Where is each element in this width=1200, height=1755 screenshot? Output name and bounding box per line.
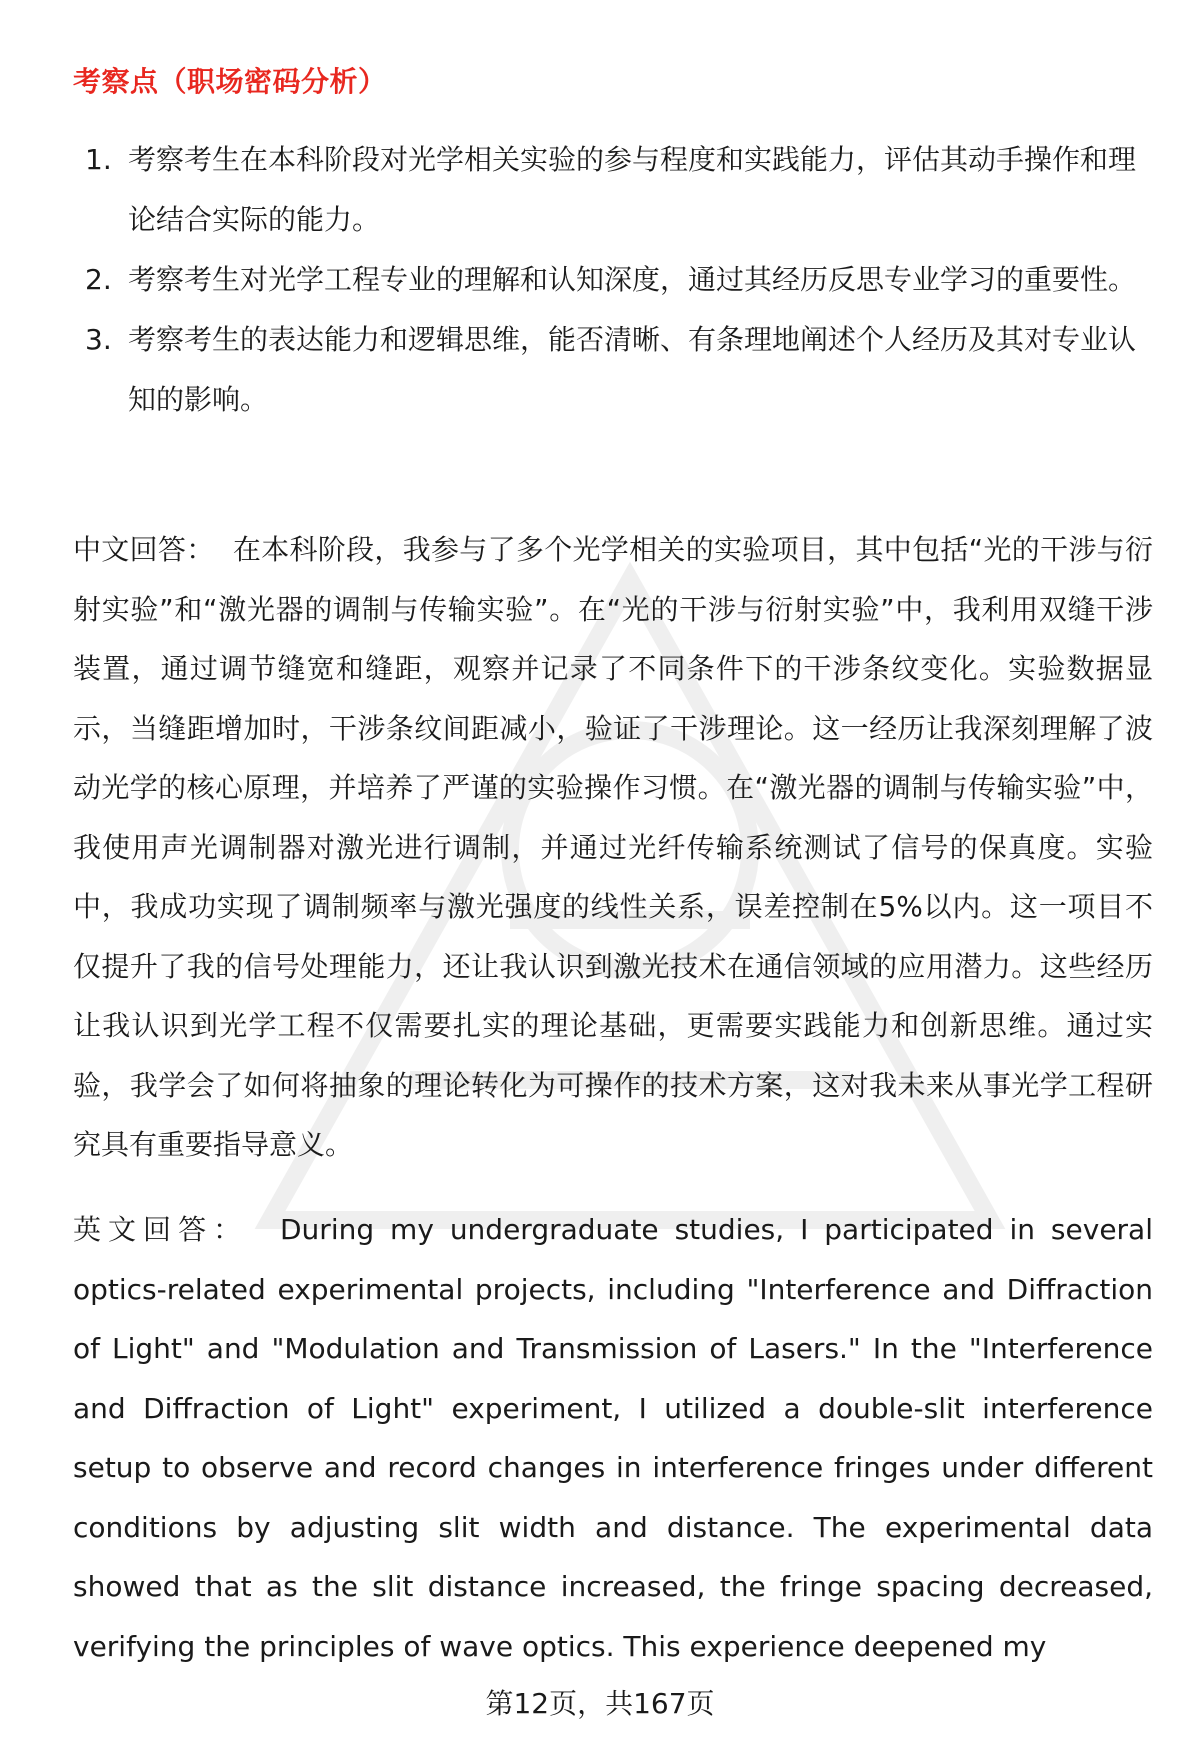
english-answer-label: 英文回答： — [73, 1213, 249, 1246]
list-item-text: 考察考生对光学工程专业的理解和认知深度，通过其经历反思专业学习的重要性。 — [128, 263, 1137, 296]
english-answer-paragraph — [73, 1200, 1153, 1676]
assessment-points-list — [73, 130, 1153, 430]
chinese-answer-label: 中文回答： — [73, 533, 215, 566]
list-item — [73, 130, 1153, 250]
list-item-text: 考察考生在本科阶段对光学相关实验的参与程度和实践能力，评估其动手操作和理论结合实际的能力。 — [128, 143, 1137, 236]
english-answer-text: During my undergraduate studies, I participated in several optics-related experimental projects, including "Interference and Diffraction of Light" and "Modulation and Transmission of Lasers." In the "Interference and Diffraction of Light" experiment, I utilized a double-slit interference setup to observe and record changes in interference fringes under different conditions by adjusting slit width and distance. The experimental data showed that as the slit distance increased, the fringe spacing decreased, verifying the principles of wave optics. This experience deepened my — [73, 1213, 1153, 1663]
list-item-number: 1. — [85, 143, 112, 176]
chinese-answer-text: 在本科阶段，我参与了多个光学相关的实验项目，其中包括“光的干涉与衍射实验”和“激光器的调制与传输实验”。在“光的干涉与衍射实验”中，我利用双缝干涉装置，通过调节缝宽和缝距，观察并记录了不同条件下的干涉条纹变化。实验数据显示，当缝距增加时，干涉条纹间距减小，验证了干涉理论。这一经历让我深刻理解了波动光学的核心原理，并培养了严谨的实验操作习惯。在“激光器的调制与传输实验”中，我使用声光调制器对激光进行调制，并通过光纤传输系统测试了信号的保真度。实验中，我成功实现了调制频率与激光强度的线性关系，误差控制在5%以内。这一项目不仅提升了我的信号处理能力，还让我认识到激光技术在通信领域的应用潜力。这些经历让我认识到光学工程不仅需要扎实的理论基础，更需要实践能力和创新思维。通过实验，我学会了如何将抽象的理论转化为可操作的技术方案，这对我未来从事光学工程研究具有重要指导意义。 — [73, 533, 1153, 1161]
page-number-footer: 第12页，共167页 — [485, 1687, 715, 1720]
list-item — [73, 250, 1153, 310]
list-item-text: 考察考生的表达能力和逻辑思维，能否清晰、有条理地阐述个人经历及其对专业认知的影响。 — [128, 323, 1137, 416]
section-heading: 考察点（职场密码分析） — [73, 65, 387, 98]
list-item — [73, 310, 1153, 430]
list-item-number: 2. — [85, 263, 112, 296]
chinese-answer-paragraph — [73, 520, 1153, 1175]
list-item-number: 3. — [85, 323, 112, 356]
